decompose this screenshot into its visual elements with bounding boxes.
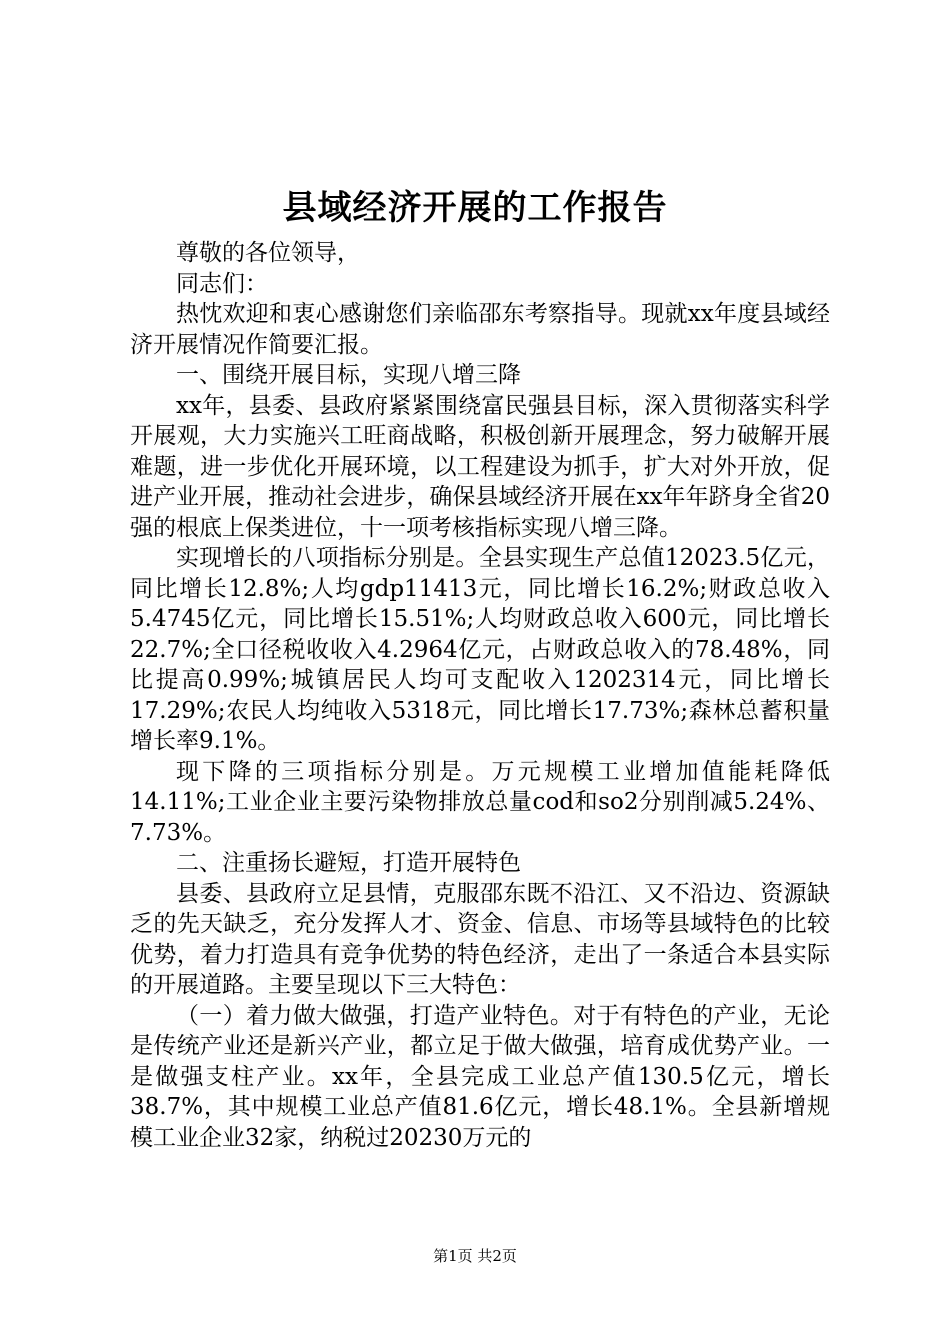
document-title: 县域经济开展的工作报告 [282, 188, 668, 228]
paragraph: xx年，县委、县政府紧紧围绕富民强县目标，深入贯彻落实科学开展观，大力实施兴工旺商战略，积极创新开展理念，努力破解开展难题，进一步优化开展环境，以工程建设为抓手，扩大对外开放，促进产业开展，推动社会进步，确保县域经济开展在xx年年跻身全省20强的根底上保类进位，十一项考核指标实现八增三降。 [130, 392, 830, 541]
salutation-2: 同志们： [176, 270, 268, 297]
document-body [130, 238, 830, 1153]
page-footer: 第1页 共2页 [433, 1247, 517, 1265]
section-heading-2: 二、注重扬长避短，打造开展特色 [176, 850, 521, 876]
paragraph: （一）着力做大做强，打造产业特色。对于有特色的产业，无论是传统产业还是新兴产业，都立足于做大做强，培育成优势产业。一是做强支柱产业。xx年，全县完成工业总产值130.5亿元，增长38.7%，其中规模工业总产值81.6亿元，增长48.1%。全县新增规模工业企业32家，纳税过20230万元的 [130, 1002, 830, 1151]
paragraph: 实现增长的八项指标分别是。全县实现生产总值12023.5亿元，同比增长12.8%;人均gdp11413元，同比增长16.2%;财政总收入5.4745亿元，同比增长15.51%;人均财政总收入600元，同比增长22.7%;全口径税收收入4.2964亿元，占财政总收入的78.48%，同比提高0.99%;城镇居民人均可支配收入1202314元，同比增长17.29%;农民人均纯收入5318元，同比增长17.73%;森林总蓄积量增长率9.1%。 [130, 545, 830, 754]
salutation: 尊敬的各位领导， [176, 240, 360, 266]
paragraph-intro: 热忱欢迎和衷心感谢您们亲临邵东考察指导。现就xx年度县域经济开展情况作简要汇报。 [130, 301, 830, 358]
paragraph: 现下降的三项指标分别是。万元规模工业增加值能耗降低14.11%;工业企业主要污染物排放总量cod和so2分别削减5.24%、7.73%。 [130, 758, 830, 846]
paragraph: 县委、县政府立足县情，克服邵东既不沿江、又不沿边、资源缺乏的先天缺乏，充分发挥人才、资金、信息、市场等县域特色的比较优势，着力打造具有竞争优势的特色经济，走出了一条适合本县实际的开展道路。主要呈现以下三大特色： [130, 880, 830, 998]
section-heading-1: 一、围绕开展目标，实现八增三降 [176, 362, 521, 388]
